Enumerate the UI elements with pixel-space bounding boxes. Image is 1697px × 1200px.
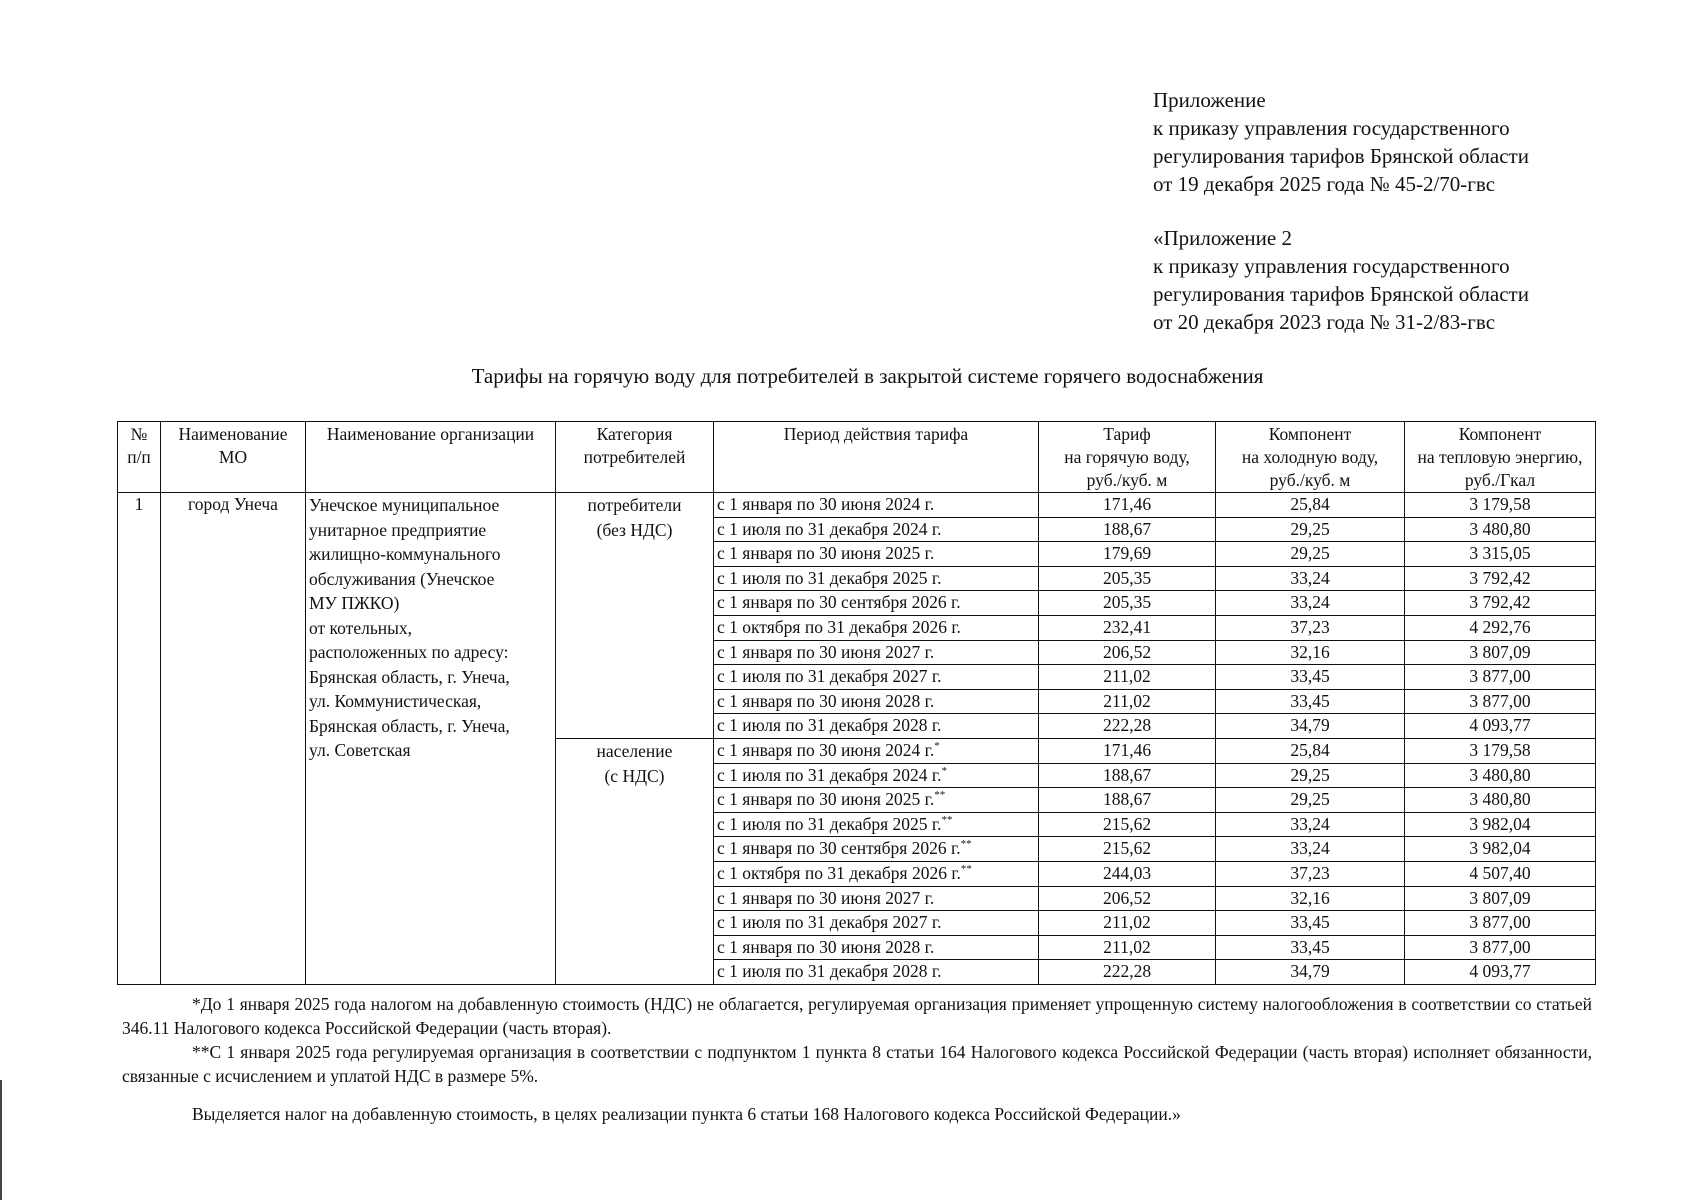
cell-tariff: 222,28 <box>1039 960 1216 985</box>
cell-heat-energy: 3 792,42 <box>1405 566 1596 591</box>
appendix-header-amended <box>1153 224 1529 336</box>
cell-period: с 1 января по 30 июня 2024 г.* <box>714 738 1039 763</box>
cell-tariff: 206,52 <box>1039 640 1216 665</box>
cell-tariff: 179,69 <box>1039 542 1216 567</box>
cell-period: с 1 января по 30 сентября 2026 г. <box>714 591 1039 616</box>
cell-cold-water: 33,45 <box>1216 665 1405 690</box>
footnotes <box>122 992 1592 1126</box>
cell-cold-water: 25,84 <box>1216 493 1405 518</box>
table-row <box>118 493 1596 518</box>
cell-heat-energy: 3 179,58 <box>1405 493 1596 518</box>
header-period: Период действия тарифа <box>714 422 1039 493</box>
footnote-mark: * <box>941 764 948 777</box>
appendix-line: регулирования тарифов Брянской области <box>1153 282 1529 306</box>
header-heat-energy: Компонент на тепловую энергию, руб./Гкал <box>1405 422 1596 493</box>
appendix-line: к приказу управления государственного <box>1153 254 1510 278</box>
cell-tariff: 188,67 <box>1039 517 1216 542</box>
appendix-line: Приложение <box>1153 88 1266 112</box>
cell-period: с 1 января по 30 июня 2028 г. <box>714 689 1039 714</box>
cell-heat-energy: 3 877,00 <box>1405 665 1596 690</box>
cell-heat-energy: 3 480,80 <box>1405 763 1596 788</box>
cell-tariff: 188,67 <box>1039 763 1216 788</box>
cell-cold-water: 32,16 <box>1216 640 1405 665</box>
cell-cold-water: 37,23 <box>1216 861 1405 886</box>
cell-period: с 1 июля по 31 декабря 2027 г. <box>714 665 1039 690</box>
footnote-mark: ** <box>934 789 946 802</box>
cell-heat-energy: 3 877,00 <box>1405 935 1596 960</box>
cell-cold-water: 29,25 <box>1216 763 1405 788</box>
cell-num: 1 <box>118 493 161 985</box>
cell-tariff: 215,62 <box>1039 812 1216 837</box>
cell-tariff: 222,28 <box>1039 714 1216 739</box>
appendix-line: регулирования тарифов Брянской области <box>1153 144 1529 168</box>
cell-heat-energy: 4 093,77 <box>1405 714 1596 739</box>
cell-heat-energy: 3 480,80 <box>1405 788 1596 813</box>
cell-tariff: 171,46 <box>1039 738 1216 763</box>
cell-organization: Унечское муниципальное унитарное предприятие жилищно-коммунального обслуживания (Унечское МУ ПЖКО) от котельных, расположенных по адресу: Брянская область, г. Унеча, ул. Коммунистическая, Брянская область, г. Унеча, ул. Советская <box>306 493 556 985</box>
cell-period: с 1 июля по 31 декабря 2024 г.* <box>714 763 1039 788</box>
cell-cold-water: 29,25 <box>1216 517 1405 542</box>
cell-heat-energy: 3 807,09 <box>1405 886 1596 911</box>
cell-period: с 1 июля по 31 декабря 2024 г. <box>714 517 1039 542</box>
footnote-2: **С 1 января 2025 года регулируемая организация в соответствии с подпунктом 1 пункта 8 статьи 164 Налогового кодекса Российской Федерации (часть вторая) исполняет обязанности, связанные с исчислением и уплатой НДС в размере 5%. <box>122 1042 1592 1086</box>
cell-period: с 1 июля по 31 декабря 2025 г. <box>714 566 1039 591</box>
appendix-line: от 19 декабря 2025 года № 45-2/70-гвс <box>1153 172 1496 196</box>
table-header-row <box>118 422 1596 493</box>
cell-cold-water: 33,45 <box>1216 689 1405 714</box>
cell-heat-energy: 3 877,00 <box>1405 689 1596 714</box>
cell-cold-water: 33,24 <box>1216 591 1405 616</box>
footnote-1: *До 1 января 2025 года налогом на добавленную стоимость (НДС) не облагается, регулируемая организация применяет упрощенную систему налогообложения в соответствии со статьей 346.11 Налогового кодекса Российской Федерации (часть вторая). <box>122 994 1592 1038</box>
cell-heat-energy: 4 507,40 <box>1405 861 1596 886</box>
cell-heat-energy: 3 179,58 <box>1405 738 1596 763</box>
cell-heat-energy: 3 982,04 <box>1405 812 1596 837</box>
scan-edge-mark <box>0 1080 2 1200</box>
cell-period: с 1 июля по 31 декабря 2027 г. <box>714 911 1039 936</box>
header-category: Категория потребителей <box>556 422 714 493</box>
appendix-header-current <box>1153 86 1529 198</box>
cell-cold-water: 25,84 <box>1216 738 1405 763</box>
cell-heat-energy: 4 093,77 <box>1405 960 1596 985</box>
cell-heat-energy: 3 982,04 <box>1405 837 1596 862</box>
cell-cold-water: 37,23 <box>1216 615 1405 640</box>
header-cold-water: Компонент на холодную воду, руб./куб. м <box>1216 422 1405 493</box>
footnote-mark: ** <box>960 863 972 876</box>
cell-tariff: 188,67 <box>1039 788 1216 813</box>
footnote-mark: * <box>934 740 940 753</box>
cell-cold-water: 33,45 <box>1216 911 1405 936</box>
cell-tariff: 205,35 <box>1039 566 1216 591</box>
cell-heat-energy: 3 877,00 <box>1405 911 1596 936</box>
cell-cold-water: 33,24 <box>1216 566 1405 591</box>
header-num: № п/п <box>118 422 161 493</box>
cell-tariff: 205,35 <box>1039 591 1216 616</box>
cell-tariff: 215,62 <box>1039 837 1216 862</box>
cell-period: с 1 января по 30 июня 2024 г. <box>714 493 1039 518</box>
cell-category: потребители (без НДС) <box>556 493 714 739</box>
cell-cold-water: 34,79 <box>1216 714 1405 739</box>
header-tariff: Тариф на горячую воду, руб./куб. м <box>1039 422 1216 493</box>
cell-heat-energy: 3 480,80 <box>1405 517 1596 542</box>
cell-tariff: 232,41 <box>1039 615 1216 640</box>
cell-heat-energy: 4 292,76 <box>1405 615 1596 640</box>
cell-cold-water: 32,16 <box>1216 886 1405 911</box>
cell-cold-water: 29,25 <box>1216 788 1405 813</box>
cell-period: с 1 июля по 31 декабря 2025 г.** <box>714 812 1039 837</box>
cell-tariff: 211,02 <box>1039 911 1216 936</box>
footnote-mark: ** <box>941 813 953 826</box>
cell-period: с 1 января по 30 июня 2027 г. <box>714 886 1039 911</box>
footnote-mark: ** <box>960 838 972 851</box>
cell-period: с 1 октября по 31 декабря 2026 г. <box>714 615 1039 640</box>
cell-cold-water: 34,79 <box>1216 960 1405 985</box>
header-mo: Наименование МО <box>161 422 306 493</box>
cell-period: с 1 июля по 31 декабря 2028 г. <box>714 714 1039 739</box>
appendix-line: к приказу управления государственного <box>1153 116 1510 140</box>
cell-period: с 1 октября по 31 декабря 2026 г.** <box>714 861 1039 886</box>
cell-cold-water: 29,25 <box>1216 542 1405 567</box>
cell-mo: город Унеча <box>161 493 306 985</box>
cell-heat-energy: 3 315,05 <box>1405 542 1596 567</box>
cell-period: с 1 января по 30 сентября 2026 г.** <box>714 837 1039 862</box>
cell-cold-water: 33,24 <box>1216 812 1405 837</box>
cell-period: с 1 января по 30 июня 2025 г.** <box>714 788 1039 813</box>
cell-tariff: 206,52 <box>1039 886 1216 911</box>
cell-period: с 1 января по 30 июня 2028 г. <box>714 935 1039 960</box>
cell-tariff: 171,46 <box>1039 493 1216 518</box>
cell-tariff: 211,02 <box>1039 665 1216 690</box>
cell-period: с 1 июля по 31 декабря 2028 г. <box>714 960 1039 985</box>
cell-tariff: 211,02 <box>1039 689 1216 714</box>
tariff-table <box>117 421 1596 985</box>
cell-tariff: 211,02 <box>1039 935 1216 960</box>
cell-period: с 1 января по 30 июня 2025 г. <box>714 542 1039 567</box>
cell-category: население (с НДС) <box>556 738 714 984</box>
table-title: Тарифы на горячую воду для потребителей в закрытой системе горячего водоснабжения <box>471 364 1264 388</box>
cell-heat-energy: 3 807,09 <box>1405 640 1596 665</box>
cell-period: с 1 января по 30 июня 2027 г. <box>714 640 1039 665</box>
appendix-line: от 20 декабря 2023 года № 31-2/83-гвс <box>1153 310 1496 334</box>
cell-cold-water: 33,45 <box>1216 935 1405 960</box>
appendix-line: «Приложение 2 <box>1153 226 1292 250</box>
cell-tariff: 244,03 <box>1039 861 1216 886</box>
header-org: Наименование организации <box>306 422 556 493</box>
cell-heat-energy: 3 792,42 <box>1405 591 1596 616</box>
cell-cold-water: 33,24 <box>1216 837 1405 862</box>
footnote-3: Выделяется налог на добавленную стоимость, в целях реализации пункта 6 статьи 168 Налогового кодекса Российской Федерации.» <box>192 1104 1181 1124</box>
